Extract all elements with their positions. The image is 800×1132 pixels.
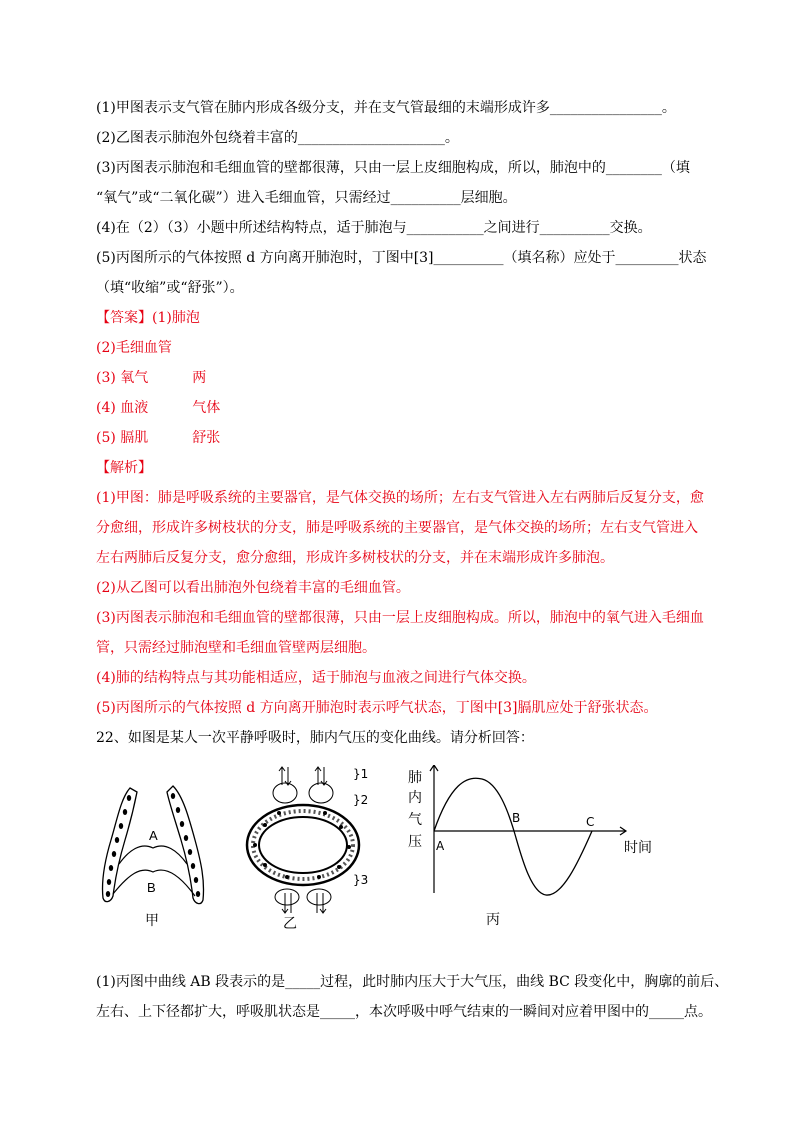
answer-3-value: 两 bbox=[192, 370, 207, 386]
analysis-1-line2: 分愈细，形成许多树枝状的分支，肺是呼吸系统的主要器官，是气体交换的场所；左右支气管进入 bbox=[96, 520, 698, 536]
figure-jia bbox=[95, 780, 215, 930]
label-2: }2 bbox=[353, 793, 369, 807]
thorax-diagram bbox=[95, 780, 215, 930]
answer-5-num: (5) 膈肌 bbox=[96, 430, 149, 446]
label-1: }1 bbox=[353, 767, 369, 781]
point-b-label: B bbox=[512, 811, 521, 825]
analysis-4: (4)肺的结构特点与其功能相适应，适于肺泡与血液之间进行气体交换。 bbox=[96, 670, 536, 686]
answer-2: (2)毛细血管 bbox=[96, 340, 172, 356]
analysis-5: (5)丙图所示的气体按照 d 方向离开肺泡时表示呼气状态，丁图中[3]膈肌应处于舒张状态。 bbox=[96, 700, 658, 716]
question-5-line2: （填“收缩”或“舒张”）。 bbox=[96, 280, 244, 296]
answer-3 bbox=[96, 368, 206, 388]
y-label-char-2: 内 bbox=[408, 790, 422, 806]
figure-bing bbox=[400, 765, 670, 935]
answer-5-value: 舒张 bbox=[192, 430, 221, 446]
y-label-char-4: 压 bbox=[408, 834, 422, 850]
answer-5 bbox=[96, 428, 220, 448]
caption-yi: 乙 bbox=[283, 916, 297, 932]
caption-jia: 甲 bbox=[145, 913, 159, 929]
alveolus-diagram bbox=[235, 765, 375, 935]
caption-bing: 丙 bbox=[486, 912, 500, 928]
analysis-1-line3: 左右两肺后反复分支，愈分愈细，形成许多树枝状的分支，并在末端形成许多肺泡。 bbox=[96, 550, 614, 566]
question-2: (2)乙图表示肺泡外包绕着丰富的_____________________。 bbox=[96, 130, 459, 146]
x-axis-label: 时间 bbox=[624, 840, 652, 856]
answer-4 bbox=[96, 398, 220, 418]
y-label-char-3: 气 bbox=[408, 812, 422, 828]
analysis-3-line2: 管，只需经过肺泡壁和毛细血管壁两层细胞。 bbox=[96, 640, 376, 656]
analysis-3-line1: (3)丙图表示肺泡和毛细血管的壁都很薄，只由一层上皮细胞构成。所以，肺泡中的氧气进入毛细血 bbox=[96, 610, 704, 626]
figure-yi bbox=[235, 765, 375, 935]
point-a-label: A bbox=[436, 839, 445, 853]
answer-block-line1 bbox=[96, 308, 200, 328]
question-4: (4)在（2）（3）小题中所述结构特点，适于肺泡与___________之间进行__________交换。 bbox=[96, 220, 652, 236]
analysis-1-line1: (1)甲图：肺是呼吸系统的主要器官，是气体交换的场所；左右支气管进入左右两肺后反复分支，愈 bbox=[96, 490, 704, 506]
answer-1: (1)肺泡 bbox=[152, 310, 200, 326]
answer-3-num: (3) 氧气 bbox=[96, 370, 149, 386]
question-22-stem: 22、如图是某人一次平静呼吸时，肺内气压的变化曲线。请分析回答： bbox=[96, 730, 534, 746]
answer-4-value: 气体 bbox=[192, 400, 221, 416]
question-3-line2: “氧气”或“二氧化碳”）进入毛细血管，只需经过__________层细胞。 bbox=[96, 190, 517, 206]
question-22-sub1-line2: 左右、上下径都扩大，呼吸肌状态是_____，本次呼吸中呼气结束的一瞬间对应着甲图中的_____点。 bbox=[96, 1004, 712, 1020]
answer-label: 【答案】 bbox=[96, 310, 152, 326]
label-a: A bbox=[149, 828, 158, 843]
question-1: (1)甲图表示支气管在肺内形成各级分支，并在支气管最细的末端形成许多________________。 bbox=[96, 100, 676, 116]
question-5-line1: (5)丙图所示的气体按照 d 方向离开肺泡时，丁图中[3]__________（填名称）应处于_________状态 bbox=[96, 250, 707, 266]
label-b: B bbox=[147, 880, 156, 895]
y-label-char-1: 肺 bbox=[408, 770, 422, 786]
answer-4-num: (4) 血液 bbox=[96, 400, 149, 416]
point-c-label: C bbox=[586, 815, 595, 829]
question-22-sub1-line1: (1)丙图中曲线 AB 段表示的是_____过程，此时肺内压大于大气压，曲线 BC 段变化中，胸廓的前后、 bbox=[96, 974, 729, 990]
analysis-label: 【解析】 bbox=[96, 460, 152, 476]
question-3-line1: (3)丙图表示肺泡和毛细血管的壁都很薄，只由一层上皮细胞构成，所以，肺泡中的________（填 bbox=[96, 160, 690, 176]
label-3: }3 bbox=[353, 873, 369, 887]
analysis-2: (2)从乙图可以看出肺泡外包绕着丰富的毛细血管。 bbox=[96, 580, 410, 596]
